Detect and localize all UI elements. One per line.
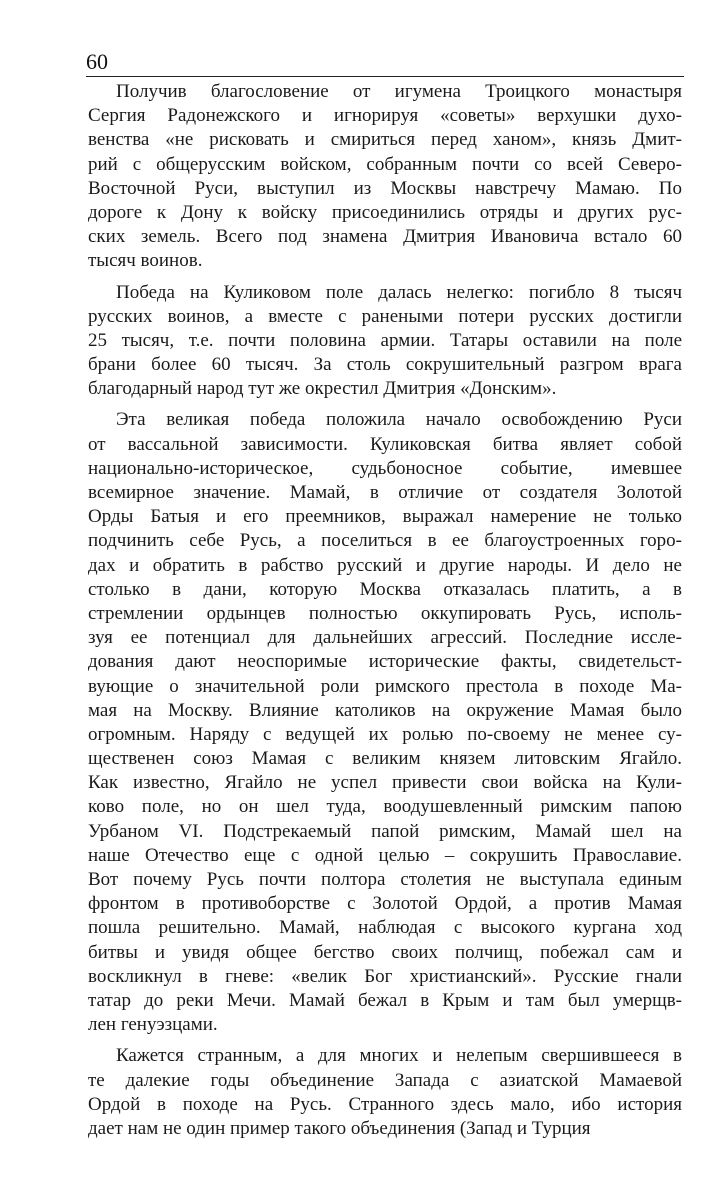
text-line: благодарный народ тут же окрестил Дмитрия «Донским». [88, 378, 557, 400]
text-line: русских воинов, а вместе с ранеными потери русских достигли [88, 305, 682, 327]
paragraph [88, 281, 682, 402]
text-line: щественен союз Мамая с великим князем литовским Ягайло. [88, 748, 682, 770]
text-line: Урбаном VI. Подстрекаемый папой римским, Мамай шел на [88, 820, 682, 842]
text-line: Ордой в походе на Русь. Странного здесь мало, ибо история [88, 1093, 682, 1115]
text-line: зуя ее потенциал для дальнейших агрессий. Последние иссле- [88, 627, 682, 649]
text-line: воскликнул в гневе: «велик Бог христианский». Русские гнали [88, 965, 682, 987]
text-line: венства «не рисковать и смириться перед ханом», князь Дмит- [88, 129, 682, 151]
text-line: ских земель. Всего под знамена Дмитрия Ивановича встало 60 [88, 226, 682, 248]
paragraph [88, 80, 682, 274]
text-line: всемирное значение. Мамай, в отличие от создателя Золотой [88, 482, 682, 503]
text-line: Восточной Руси, выступил из Москвы навстречу Мамаю. По [88, 177, 682, 199]
text-line: татар до реки Мечи. Мамай бежал в Крым и там был умерщв- [88, 989, 682, 1011]
text-line: тысяч воинов. [88, 250, 203, 272]
text-line: рий с общерусским войском, собранным почти со всей Северо- [88, 153, 682, 175]
page-number: 60 [86, 49, 108, 74]
text-line: наше Отечество еще с одной целью – сокрушить Православие. [88, 844, 682, 866]
text-line: от вассальной зависимости. Куликовская битва являет собой [88, 433, 682, 455]
text-line: 25 тысяч, т.е. почти половина армии. Татары оставили на поле [88, 329, 682, 351]
text-line: дования дают неоспоримые исторические факты, свидетельст- [88, 651, 682, 673]
header-rule [86, 76, 684, 77]
text-line: вующие о значительной роли римского престола в походе Ма- [88, 675, 682, 697]
text-line: Орды Батыя и его преемников, выражал намерение не только [88, 506, 682, 528]
text-line: фронтом в противоборстве с Золотой Ордой, а против Мамая [88, 893, 682, 915]
text-line: Кажется странным, а для многих и нелепым свершившееся в [116, 1045, 682, 1067]
text-line: стремлении ордынцев полностью оккупировать Русь, исполь- [88, 602, 682, 624]
text-line: Победа на Куликовом поле далась нелегко: погибло 8 тысяч [116, 281, 682, 303]
text-line: огромным. Наряду с ведущей их ролью по-своему не менее су- [88, 723, 682, 745]
text-line: дает нам не один пример такого объединения (Запад и Турция [88, 1117, 591, 1139]
text-line: подчинить себе Русь, а поселиться в ее благоустроенных горо- [88, 530, 682, 552]
text-line: национально-историческое, судьбоносное событие, имевшее [88, 457, 682, 479]
text-line: Эта великая победа положила начало освобождению Руси [116, 409, 682, 431]
paragraph [88, 408, 682, 1037]
text-line: дах и обратить в рабство русский и другие народы. И дело не [88, 554, 682, 576]
text-line: ково поле, но он шел туда, воодушевленный римским папою [88, 796, 682, 818]
text-line: дороге к Дону к войску присоединились отряды и других рус- [88, 201, 682, 223]
paragraph [88, 1044, 682, 1141]
body-text [88, 80, 682, 1148]
text-line: Как известно, Ягайло не успел привести свои войска на Кули- [88, 772, 682, 794]
text-line: мая на Москву. Влияние католиков на окружение Мамая было [88, 699, 682, 721]
text-line: Сергия Радонежского и игнорируя «советы» верхушки духо- [88, 105, 682, 127]
text-line: Вот почему Русь почти полтора столетия не выступала единым [88, 869, 682, 890]
text-line: те далекие годы объединение Запада с азиатской Мамаевой [88, 1069, 682, 1091]
text-line: пошла решительно. Мамай, наблюдая с высокого кургана ход [88, 917, 682, 939]
text-line: Получив благословение от игумена Троицкого монастыря [116, 81, 682, 102]
text-line: лен генуэзцами. [88, 1014, 218, 1036]
text-line: брани более 60 тысяч. За столь сокрушительный разгром врага [88, 354, 682, 376]
text-line: битвы и увидя общее бегство своих полчищ, побежал сам и [88, 941, 682, 963]
text-line: столько в дани, которую Москва отказалась платить, а в [88, 578, 682, 600]
